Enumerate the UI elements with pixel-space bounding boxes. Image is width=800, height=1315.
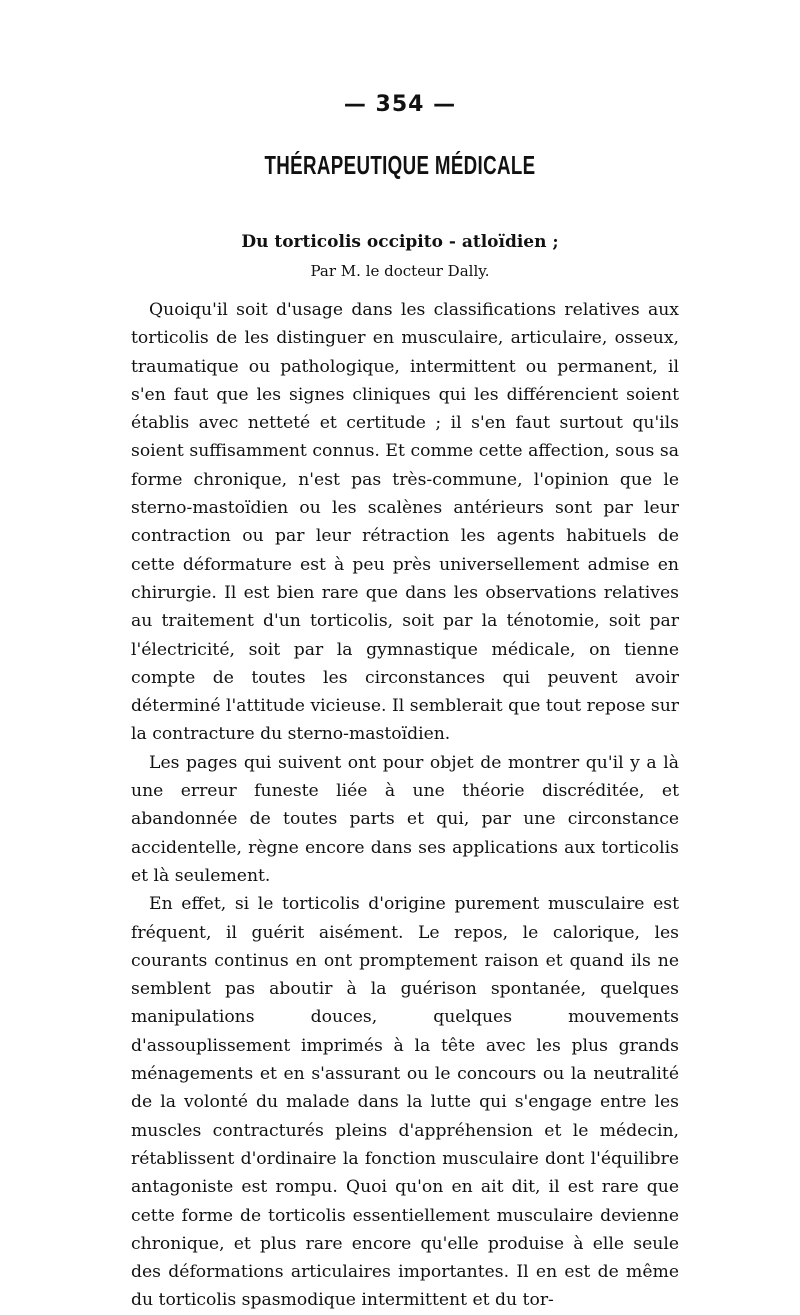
author-line: Par M. le docteur Dally. <box>310 262 490 280</box>
paragraph: Quoiqu'il soit d'usage dans les classifications relatives aux torticolis de les distinguer en musculaire, articulaire, osseux, traumatique ou pathologique, intermittent ou permanent, il s'en faut que les signes cliniques qui les différencient soient établis avec netteté et certitude ; il s'en faut surtout qu'ils soient suffisamment connus. Et comme cette affection, sous sa forme chronique, n'est pas très-commune, l'opinion que le sterno-mastoïdien ou les scalènes antérieurs sont par leur contraction ou par leur rétraction les agents habituels de cette déformature est à peu près universellement admise en chirurgie. Il est bien rare que dans les observations relatives au traitement d'un torticolis, soit par la ténotomie, soit par l'électricité, soit par la gymnastique médicale, on tienne compte de toutes les circonstances qui peuvent avoir déterminé l'attitude vicieuse. Il semblerait que tout repose sur la contracture du sterno-mastoïdien. <box>131 300 679 745</box>
paragraph: En effet, si le torticolis d'origine purement musculaire est fréquent, il guérit aisément. Le repos, le calorique, les courants continus en ont promptement raison et quand ils ne semblent pas aboutir à la guérison spontanée, quelques manipulations douces, quelques mouvements d'assouplissement imprimés à la tête avec les plus grands ménagements et en s'assurant ou le concours ou la neutralité de la volonté du malade dans la lutte qui s'engage entre les muscles contracturés pleins d'appréhension et le médecin, rétablissent d'ordinaire la fonction musculaire dont l'équilibre antagoniste est rompu. Quoi qu'on en ait dit, il est rare que cette forme de torticolis essentiellement musculaire devienne chronique, et plus rare encore qu'elle produise à elle seule des déformations articulaires importantes. Il en est de même du torticolis spasmodique intermittent et du tor- <box>131 894 679 1311</box>
article-title: Du torticolis occipito - atloïdien ; <box>241 232 559 252</box>
page-number: — 354 — <box>343 92 457 117</box>
paragraph: Les pages qui suivent ont pour objet de montrer qu'il y a là une erreur funeste liée à une théorie discréditée, et abandonnée de toutes parts et qui, par une circonstance accidentelle, règne encore dans ses applications aux torticolis et là seulement. <box>131 752 679 886</box>
section-title: THÉRAPEUTIQUE MÉDICALE <box>264 150 536 180</box>
article-body <box>131 296 679 1315</box>
